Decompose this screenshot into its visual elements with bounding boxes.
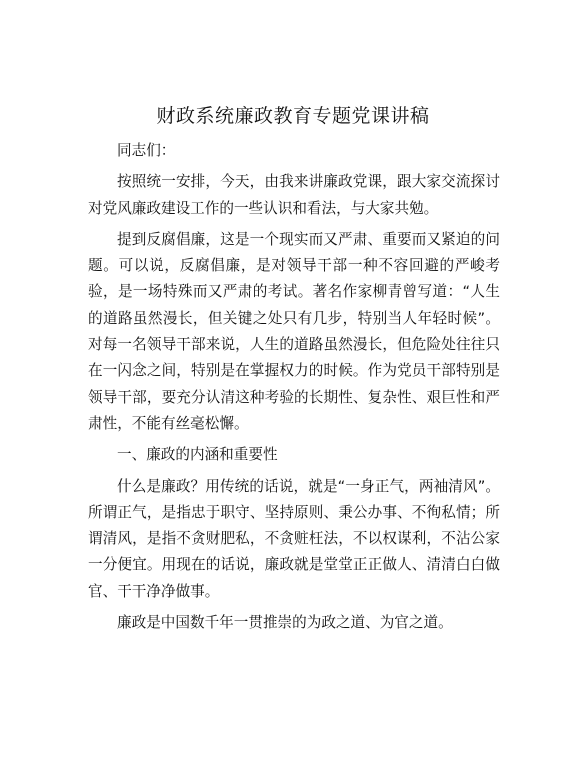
paragraph-definition: 什么是廉政？用传统的话说，就是“一身正气，两袖清风”。所谓正气，是指忠于职守、坚持原则、秉公办事、不徇私情；所谓清风，是指不贪财肥私，不贪赃枉法，不以权谋利，不沾公家一分便宜。用现在的话说，廉政就是堂堂正正做人、清清白白做官、干干净净做事。	[88, 477, 500, 600]
paragraph-anti-corruption: 提到反腐倡廉，这是一个现实而又严肃、重要而又紧迫的问题。可以说，反腐倡廉，是对领导干部一种不容回避的严峻考验，是一场特殊而又严肃的考试。著名作家柳青曾写道：“人生的道路虽然漫长，但关键之处只有几步，特别当人年轻时候”。对每一名领导干部来说，人生的道路虽然漫长，但危险处往往只在一闪念之间，特别是在掌握权力的时候。作为党员干部特别是领导干部，要充分认清这种考验的长期性、复杂性、艰巨性和严肃性，不能有丝毫松懈。	[88, 230, 500, 432]
section-heading: 一、廉政的内涵和重要性	[117, 446, 278, 464]
salutation: 同志们：	[117, 142, 176, 159]
paragraph-intro: 按照统一安排，今天，由我来讲廉政党课，跟大家交流探讨对党风廉政建设工作的一些认识和看法，与大家共勉。	[88, 173, 500, 217]
document-body	[88, 138, 500, 636]
document-title: 财政系统廉政教育专题党课讲稿	[156, 105, 430, 127]
paragraph-tradition: 廉政是中国数千年一贯推崇的为政之道、为官之道。	[117, 614, 453, 632]
